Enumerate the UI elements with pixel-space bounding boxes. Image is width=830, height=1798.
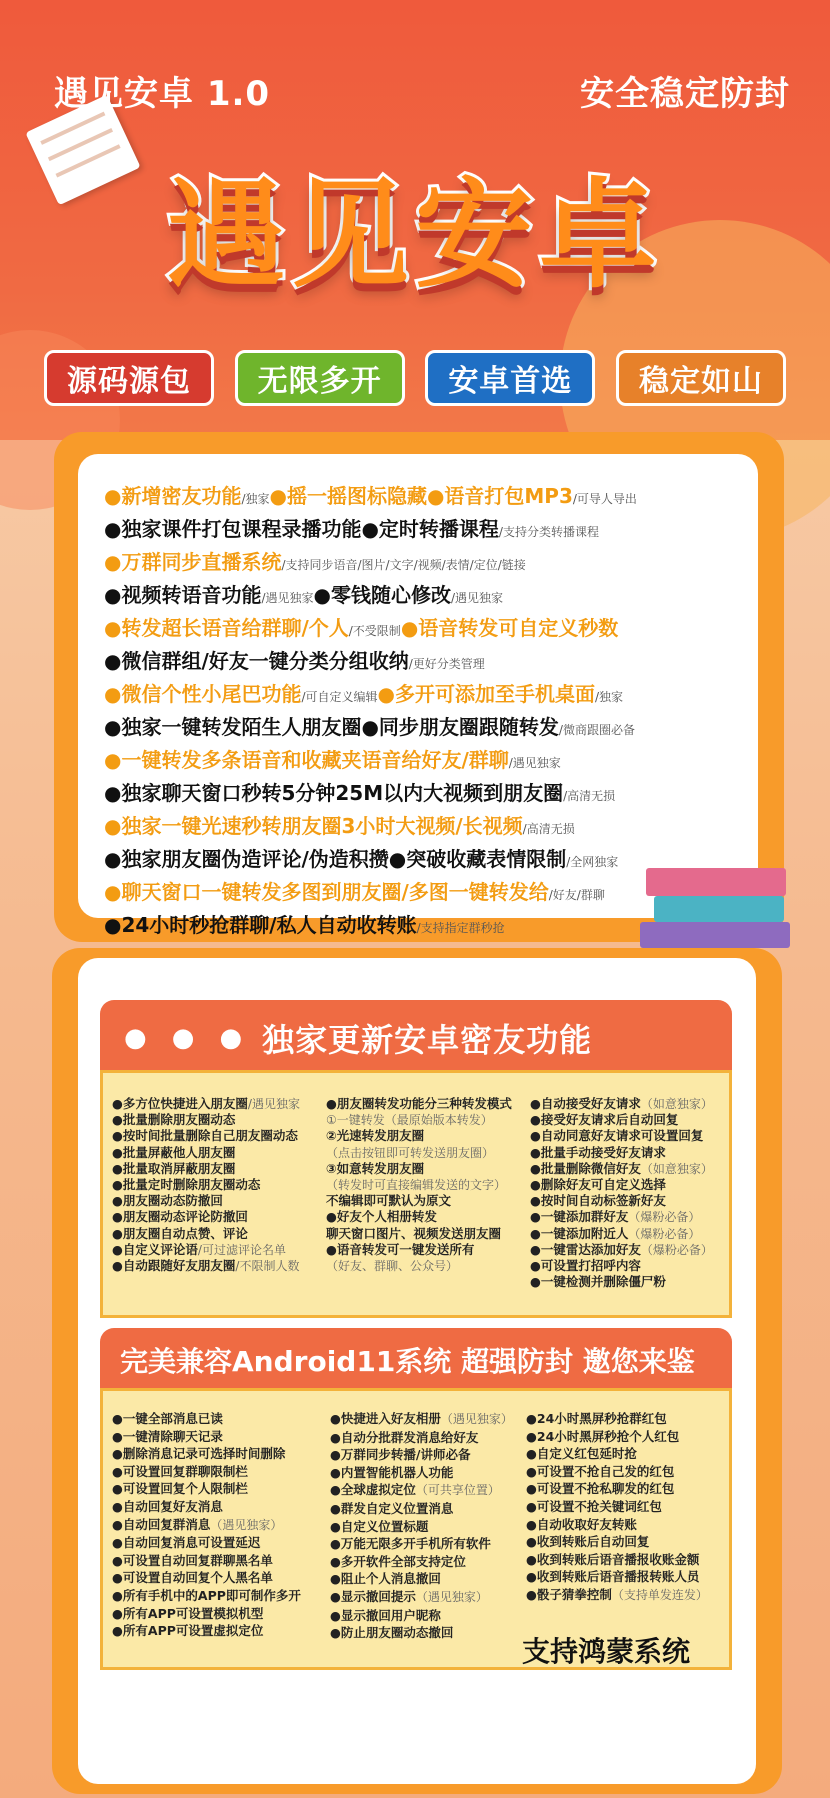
feature-line — [104, 678, 740, 711]
feature-list-text: ●快捷进入好友相册 — [330, 1411, 441, 1426]
feature-line — [104, 546, 740, 579]
feature-list-item — [112, 1209, 300, 1225]
feature-list-text: ●24小时黑屏秒抢群红包 — [526, 1411, 667, 1426]
feature-list-item — [526, 1480, 708, 1498]
feature-note: /可自定义编辑 — [301, 690, 378, 704]
hongmeng-support-label: 支持鸿蒙系统 — [522, 1635, 691, 1668]
feature-text: ●一键转发多条语音和收藏夹语音给好友/群聊 — [104, 748, 509, 772]
feature-list-item — [112, 1428, 301, 1446]
feature-list-item — [526, 1551, 708, 1569]
feature-note: /更好分类管理 — [408, 657, 485, 671]
feature-list-item — [330, 1500, 513, 1518]
feature-note: /好友/群聊 — [548, 888, 605, 902]
books-illustration — [640, 922, 790, 948]
feature-list-item — [330, 1464, 513, 1482]
feature-list-text: ●按时间批量删除自己朋友圈动态 — [112, 1128, 298, 1144]
feature-list-text: ●一键全部消息已读 — [112, 1411, 223, 1426]
feature-list-item — [330, 1535, 513, 1553]
feature-list-text: ●按时间自动标签新好友 — [530, 1193, 666, 1209]
feature-list-item — [530, 1128, 713, 1144]
feature-list-text: ●一键清除聊天记录 — [112, 1428, 223, 1444]
feature-list-item — [112, 1145, 300, 1161]
feature-list-text: 聊天窗口图片、视频发送朋友圈 — [326, 1225, 502, 1241]
feature-list-item — [326, 1226, 512, 1242]
feature-note: /支持指定群秒抢 — [416, 921, 505, 935]
feature-note: /高清无损 — [522, 822, 575, 836]
tag-android-first: 安卓首选 — [425, 350, 595, 406]
feature-list-note: （如意独家） — [640, 1097, 713, 1111]
feature-list-text: ●所有APP可设置模拟机型 — [112, 1605, 264, 1621]
feature-list-item — [526, 1586, 708, 1605]
feature-list-item — [112, 1552, 301, 1570]
feature-list-text: ●批量手动接受好友请求 — [530, 1144, 666, 1160]
feature-list-note: （爆粉必备） — [640, 1242, 713, 1257]
feature-list-note: （爆粉必备） — [628, 1226, 701, 1241]
feature-list-text: ●删除好友可自定义选择 — [530, 1177, 666, 1193]
feature-text: ●新增密友功能 — [104, 484, 242, 508]
books-illustration — [654, 896, 784, 922]
feature-list-item — [526, 1533, 708, 1551]
feature-list-text: ●防止朋友圈动态撤回 — [330, 1625, 454, 1641]
feature-list-item — [112, 1161, 300, 1177]
feature-line — [104, 744, 740, 777]
feature-list-item — [530, 1274, 713, 1290]
feature-list-item — [326, 1128, 512, 1144]
feature-line — [104, 513, 740, 546]
feature-line — [104, 810, 740, 843]
feature-list-note: （遇见独家） — [210, 1517, 283, 1532]
feature-text: ●微信群组/好友一键分类分组收纳 — [104, 649, 409, 673]
feature-list-text: ●万能无限多开手机所有软件 — [330, 1536, 491, 1552]
feature-list-note: /遇见独家 — [247, 1097, 300, 1111]
feature-note: /遇见独家 — [261, 591, 314, 605]
feature-list-text: ●好友个人相册转发 — [326, 1209, 437, 1225]
feature-list-text: ●自动分批群发消息给好友 — [330, 1429, 479, 1445]
feature-text: ●突破收藏表情限制 — [388, 847, 567, 871]
feature-list-item — [330, 1518, 513, 1536]
feature-list-text: ●接受好友请求后自动回复 — [530, 1112, 679, 1128]
feature-list-item — [112, 1128, 300, 1144]
feature-text: ●独家一键转发陌生人朋友圈 — [104, 715, 362, 739]
feature-list-note: （遇见独家） — [415, 1589, 488, 1604]
feature-list-text: ●批量删除微信好友 — [530, 1160, 641, 1176]
feature-tags — [44, 350, 786, 406]
feature-line — [104, 612, 740, 645]
feature-text: ●语音打包MP3 — [426, 484, 573, 508]
feature-list-item — [530, 1112, 713, 1128]
feature-list-item — [326, 1145, 512, 1161]
section2-column-1 — [112, 1410, 301, 1640]
feature-list-item — [112, 1498, 301, 1516]
feature-list-text: 不编辑即可默认为原文 — [326, 1193, 452, 1209]
feature-text: ●零钱随心修改 — [313, 583, 451, 607]
feature-list-item — [326, 1209, 512, 1225]
feature-list-item — [530, 1258, 713, 1274]
feature-list-item — [526, 1498, 708, 1516]
feature-text: ●视频转语音功能 — [104, 583, 262, 607]
feature-list-text: ●批量取消屏蔽朋友圈 — [112, 1160, 236, 1176]
feature-list-item — [530, 1096, 713, 1112]
feature-list-item — [330, 1553, 513, 1571]
feature-list-text: ●所有手机中的APP即可制作多开 — [112, 1587, 301, 1603]
feature-text: ●语音转发可自定义秒数 — [400, 616, 619, 640]
feature-text: ●转发超长语音给群聊/个人 — [104, 616, 349, 640]
feature-line — [104, 645, 740, 678]
feature-list-text: ●自动接受好友请求 — [530, 1096, 641, 1111]
feature-text: ●独家一键光速秒转朋友圈3小时大视频/长视频 — [104, 814, 523, 838]
section1-column-1 — [112, 1096, 300, 1274]
tag-source: 源码源包 — [44, 350, 214, 406]
feature-list-text: ●批量定时删除朋友圈动态 — [112, 1177, 261, 1193]
feature-text: ●定时转播课程 — [361, 517, 499, 541]
feature-text: ●多开可添加至手机桌面 — [377, 682, 595, 706]
feature-list-item — [326, 1096, 512, 1112]
feature-note: /遇见独家 — [508, 756, 561, 770]
feature-line — [104, 480, 740, 513]
feature-list-text: ●可设置回复群聊限制栏 — [112, 1463, 248, 1479]
feature-list-text: ●自定义位置标题 — [330, 1518, 429, 1534]
feature-list-item — [526, 1516, 708, 1534]
feature-list-item — [112, 1480, 301, 1498]
feature-text: ●独家聊天窗口秒转5分钟25M以内大视频到朋友圈 — [104, 781, 564, 805]
feature-note: /高清无损 — [563, 789, 616, 803]
feature-list-item — [530, 1209, 713, 1225]
feature-list-text: ●自定义评论语 — [112, 1241, 198, 1257]
feature-list-text: ●阻止个人消息撤回 — [330, 1571, 441, 1587]
feature-list-text: ●自定义红包延时抢 — [526, 1446, 637, 1462]
section2-column-2 — [330, 1410, 513, 1642]
feature-list-item — [330, 1410, 513, 1429]
feature-list-item — [112, 1587, 301, 1605]
feature-list-text: ●所有APP可设置虚拟定位 — [112, 1623, 264, 1639]
feature-list-text: ●万群同步转播/讲师必备 — [330, 1447, 471, 1463]
feature-text: ●同步朋友圈跟随转发 — [361, 715, 559, 739]
feature-list-text: ●收到转账后语音播报收账金额 — [526, 1551, 700, 1567]
feature-list-text: ●显示撤回提示 — [330, 1588, 416, 1604]
feature-list-text: ●收到转账后语音播报转账人员 — [526, 1569, 700, 1585]
feature-list-text: ●批量删除朋友圈动态 — [112, 1112, 236, 1128]
feature-list-item — [526, 1410, 708, 1428]
feature-note: /可导人导出 — [572, 492, 637, 506]
feature-list-item — [112, 1622, 301, 1640]
feature-list-text: ●自动同意好友请求可设置回复 — [530, 1128, 704, 1144]
section1-column-2 — [326, 1096, 512, 1274]
section-title-text: 独家更新安卓密友功能 — [262, 1021, 593, 1059]
feature-list-text: ●语音转发可一键发送所有 — [326, 1241, 475, 1257]
feature-list-item — [112, 1463, 301, 1481]
feature-list-item — [112, 1445, 301, 1463]
feature-list-item — [112, 1534, 301, 1552]
feature-list-text: ●一键雷达添加好友 — [530, 1241, 641, 1257]
feature-list-text: ●自动回复好友消息 — [112, 1498, 223, 1514]
feature-list-text: ●一键添加群好友 — [530, 1209, 629, 1225]
feature-list-item — [330, 1624, 513, 1642]
feature-list-text: ●骰子猜拳控制 — [526, 1586, 612, 1602]
feature-list-item — [530, 1177, 713, 1193]
feature-text: ●聊天窗口一键转发多图到朋友圈/多图一键转发给 — [104, 880, 549, 904]
tag-multi-open: 无限多开 — [235, 350, 405, 406]
section-title-mifriend — [100, 1000, 732, 1076]
feature-note: /独家 — [594, 690, 623, 704]
feature-list-note: /可过滤评论名单 — [197, 1242, 286, 1257]
feature-list-note: （点击按钮即可转发送朋友圈） — [326, 1145, 495, 1160]
feature-list-note: （好友、群聊、公众号） — [326, 1259, 459, 1274]
feature-text: ●微信个性小尾巴功能 — [104, 682, 302, 706]
feature-text: ●万群同步直播系统 — [104, 550, 282, 574]
feature-list-text: ●朋友圈自动点赞、评论 — [112, 1225, 248, 1241]
feature-list-item — [530, 1145, 713, 1161]
section1-column-3 — [530, 1096, 713, 1290]
feature-list-text: ●可设置打招呼内容 — [530, 1258, 641, 1274]
feature-list-text: ●多方位快捷进入朋友圈 — [112, 1096, 248, 1111]
feature-list-text: ●群发自定义位置消息 — [330, 1500, 454, 1516]
feature-text: ●独家课件打包课程录播功能 — [104, 517, 362, 541]
books-illustration — [646, 868, 786, 896]
feature-list-text: ●自动跟随好友朋友圈 — [112, 1258, 236, 1274]
feature-note: /支持同步语音/图片/文字/视频/表情/定位/链接 — [281, 558, 526, 572]
feature-list-item — [330, 1481, 513, 1500]
feature-line — [104, 843, 740, 876]
feature-list-text: ●删除消息记录可选择时间删除 — [112, 1446, 286, 1462]
section-dots: ● ● ● — [124, 1023, 251, 1053]
feature-text: ●24小时秒抢群聊/私人自动收转账 — [104, 913, 417, 937]
app-version-label: 遇见安卓 1.0 — [54, 74, 271, 114]
feature-list-item — [526, 1568, 708, 1586]
feature-list-note: （可共享位置） — [415, 1483, 500, 1498]
feature-list-item — [330, 1570, 513, 1588]
feature-list-text: ③如意转发朋友圈 — [326, 1160, 425, 1176]
feature-note: /全网独家 — [566, 855, 619, 869]
feature-list-note: （如意独家） — [640, 1161, 713, 1176]
feature-list-text: ●可设置自动回复个人黑名单 — [112, 1570, 273, 1586]
feature-list-item — [112, 1177, 300, 1193]
feature-list-item — [112, 1569, 301, 1587]
feature-list-text: ●多开软件全部支持定位 — [330, 1553, 466, 1569]
section2-column-3 — [526, 1410, 708, 1605]
feature-list-item — [326, 1242, 512, 1258]
features-card — [78, 454, 758, 937]
feature-list-item — [330, 1429, 513, 1447]
feature-list-item — [526, 1445, 708, 1463]
feature-list-note: （转发时可直接编辑发送的文字） — [326, 1178, 507, 1193]
feature-list-text: ●全球虚拟定位 — [330, 1482, 416, 1498]
feature-note: /独家 — [241, 492, 270, 506]
slogan-label: 安全稳定防封 — [580, 74, 790, 114]
section-title-android11: 完美兼容Android11系统 超强防封 邀您来鉴 — [100, 1328, 732, 1392]
feature-line — [104, 876, 740, 909]
feature-list-text: ②光速转发朋友圈 — [326, 1128, 425, 1144]
feature-note: /微商跟圈必备 — [558, 723, 635, 737]
feature-list-item — [530, 1193, 713, 1209]
feature-list-item — [530, 1242, 713, 1258]
feature-note: /遇见独家 — [450, 591, 503, 605]
feature-list-note: ①一键转发（最原始版本转发） — [326, 1113, 493, 1128]
feature-list-item — [112, 1258, 300, 1274]
feature-list-item — [326, 1161, 512, 1177]
feature-line — [104, 579, 740, 612]
feature-list-text: ●24小时黑屏秒抢个人红包 — [526, 1428, 680, 1444]
feature-list-item — [112, 1112, 300, 1128]
feature-list-text: ●可设置不抢关键词红包 — [526, 1498, 662, 1514]
feature-list-text: ●收到转账后自动回复 — [526, 1534, 650, 1550]
feature-list-item — [112, 1096, 300, 1112]
feature-note: /支持分类转播课程 — [498, 525, 599, 539]
feature-list-text: ●朋友圈转发功能分三种转发模式 — [326, 1096, 512, 1111]
feature-list-text: ●一键添加附近人 — [530, 1225, 629, 1241]
feature-list-note: /不限制人数 — [235, 1259, 300, 1274]
feature-list-item — [326, 1258, 512, 1274]
feature-line — [104, 711, 740, 744]
feature-list-item — [112, 1242, 300, 1258]
feature-list-item — [326, 1177, 512, 1193]
feature-list-note: （支持单发连发） — [611, 1587, 708, 1602]
feature-list-item — [330, 1446, 513, 1464]
feature-list-item — [326, 1112, 512, 1128]
feature-list-note: （遇见独家） — [440, 1412, 513, 1426]
feature-list-item — [330, 1588, 513, 1607]
feature-list-item — [112, 1193, 300, 1209]
feature-list-text: ●自动回复消息可设置延迟 — [112, 1535, 261, 1551]
feature-text: ●摇一摇图标隐藏 — [269, 484, 427, 508]
tag-stable: 稳定如山 — [616, 350, 786, 406]
feature-line — [104, 777, 740, 810]
feature-list-text: ●可设置自动回复群聊黑名单 — [112, 1552, 273, 1568]
feature-list-text: ●自动收取好友转账 — [526, 1516, 637, 1532]
feature-list-text: ●可设置不抢私聊发的红包 — [526, 1481, 675, 1497]
feature-list-text: ●可设置不抢自己发的红包 — [526, 1463, 675, 1479]
feature-list-item — [530, 1226, 713, 1242]
feature-list-text: ●朋友圈动态防撤回 — [112, 1193, 223, 1209]
feature-list-text: ●自动回复群消息 — [112, 1516, 211, 1532]
feature-list-item — [330, 1607, 513, 1625]
feature-list-item — [526, 1428, 708, 1446]
feature-list-item — [112, 1226, 300, 1242]
feature-list-item — [112, 1605, 301, 1623]
feature-list-item — [112, 1410, 301, 1428]
feature-list-text: ●朋友圈动态评论防撤回 — [112, 1209, 248, 1225]
feature-list-text: ●一键检测并删除僵尸粉 — [530, 1274, 666, 1290]
feature-list-text: ●显示撤回用户昵称 — [330, 1607, 441, 1623]
feature-text: ●独家朋友圈伪造评论/伪造积攒 — [104, 847, 389, 871]
main-title: 遇见安卓 — [166, 166, 663, 304]
feature-list-text: ●批量屏蔽他人朋友圈 — [112, 1144, 236, 1160]
feature-list-text: ●可设置回复个人限制栏 — [112, 1481, 248, 1497]
feature-list-item — [530, 1161, 713, 1177]
feature-note: /不受限制 — [348, 624, 401, 638]
feature-list-text: ●内置智能机器人功能 — [330, 1464, 454, 1480]
feature-list-note: （爆粉必备） — [628, 1210, 701, 1225]
feature-list-item — [526, 1463, 708, 1481]
feature-list-item — [112, 1516, 301, 1535]
feature-list-item — [326, 1193, 512, 1209]
